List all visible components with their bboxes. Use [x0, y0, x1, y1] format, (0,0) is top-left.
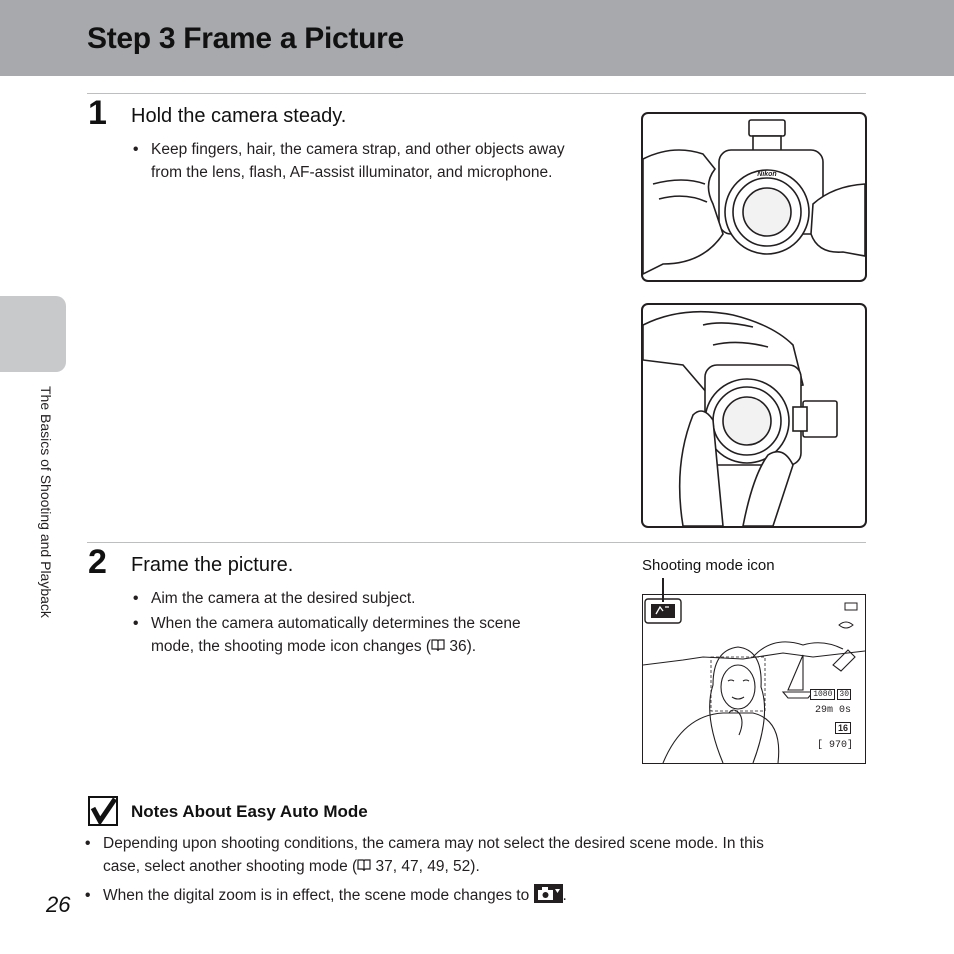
step-2-bullet-2-line-1: When the camera automatically determines the scene [151, 615, 521, 632]
illustration-hold-vertical [641, 303, 867, 528]
step-1-bullet-line-1: Keep fingers, hair, the camera strap, and other objects away [151, 141, 565, 158]
vibration-reduction-icon [839, 622, 853, 628]
book-reference-icon [357, 859, 371, 872]
shooting-mode-icon [651, 604, 675, 618]
step-1-bullet-line-2: from the lens, flash, AF-assist illuminator, and microphone. [151, 164, 553, 181]
notes-title: Notes About Easy Auto Mode [131, 802, 368, 821]
shooting-mode-icon-caption: Shooting mode icon [642, 557, 775, 574]
page-number: 26 [46, 892, 71, 917]
step-2-number: 2 [88, 543, 107, 581]
camera-monitor-illustration [642, 594, 866, 764]
section-tab [0, 296, 66, 372]
shots-remaining: [ 970] [816, 740, 853, 751]
video-size-badge: 1080 [810, 689, 835, 700]
notes-bullet-1-post: 37, 47, 49, 52). [371, 858, 480, 875]
battery-icon [845, 603, 857, 610]
step-1-bullet: • Keep fingers, hair, the camera strap, and other objects away from the lens, flash, AF-assist illuminator, and microphone. [151, 138, 621, 184]
step-2-bullet-1: • Aim the camera at the desired subject. [151, 587, 621, 610]
notes-bullet-2-end: . [562, 887, 567, 904]
notes-bullet-2-text: When the digital zoom is in effect, the scene mode changes to [103, 887, 530, 904]
notes-bullet-1-pre: case, select another shooting mode ( [103, 858, 358, 875]
step-1-number: 1 [88, 94, 107, 132]
step-2-bullet-1-text: Aim the camera at the desired subject. [151, 590, 416, 607]
step-2-divider [87, 542, 866, 543]
illustration-hold-horizontal [641, 112, 867, 282]
notes-bullet-1-line-1: Depending upon shooting conditions, the camera may not select the desired scene mode. In this [103, 835, 764, 852]
time-remaining: 29m 0s [814, 705, 851, 716]
step-2-bullet-2-line-2 [151, 635, 621, 658]
scene-auto-camera-icon [534, 884, 563, 903]
notes-bullet-1: • Depending upon shooting conditions, the camera may not select the desired scene mode. In this case, select another shooting mode ( 37, 47, 49, 52). [103, 832, 873, 878]
book-reference-icon [431, 639, 445, 652]
monitor-scene [643, 595, 865, 763]
frame-rate-badge: 30 [839, 690, 849, 699]
camera-front-illustration [643, 114, 865, 280]
notes-bullet-1-line-2 [103, 855, 873, 878]
step-2-bullet-2-post: 36). [445, 638, 477, 655]
camera-vertical-illustration [643, 305, 865, 526]
caption-leader-line [662, 578, 664, 602]
section-label: The Basics of Shooting and Playback [38, 386, 54, 618]
step-2-bullet-2-pre: mode, the shooting mode icon changes ( [151, 638, 432, 655]
notes-checkmark-icon [88, 796, 118, 826]
step-2-bullet-2: • When the camera automatically determines the scene mode, the shooting mode icon changes ( 36). [151, 612, 621, 658]
page-header [0, 0, 954, 76]
page-title: Step 3 Frame a Picture [87, 22, 404, 55]
step-1-title: Hold the camera steady. [131, 105, 347, 127]
movie-mode-indicator [810, 689, 851, 700]
camera-brand-label: Nikon [757, 171, 777, 178]
notes-bullet-2: • When the digital zoom is in effect, the scene mode changes to . [103, 884, 873, 907]
step-2-title: Frame the picture. [131, 554, 294, 576]
step-1-divider [87, 93, 866, 94]
image-size-badge: 16 [835, 722, 851, 734]
